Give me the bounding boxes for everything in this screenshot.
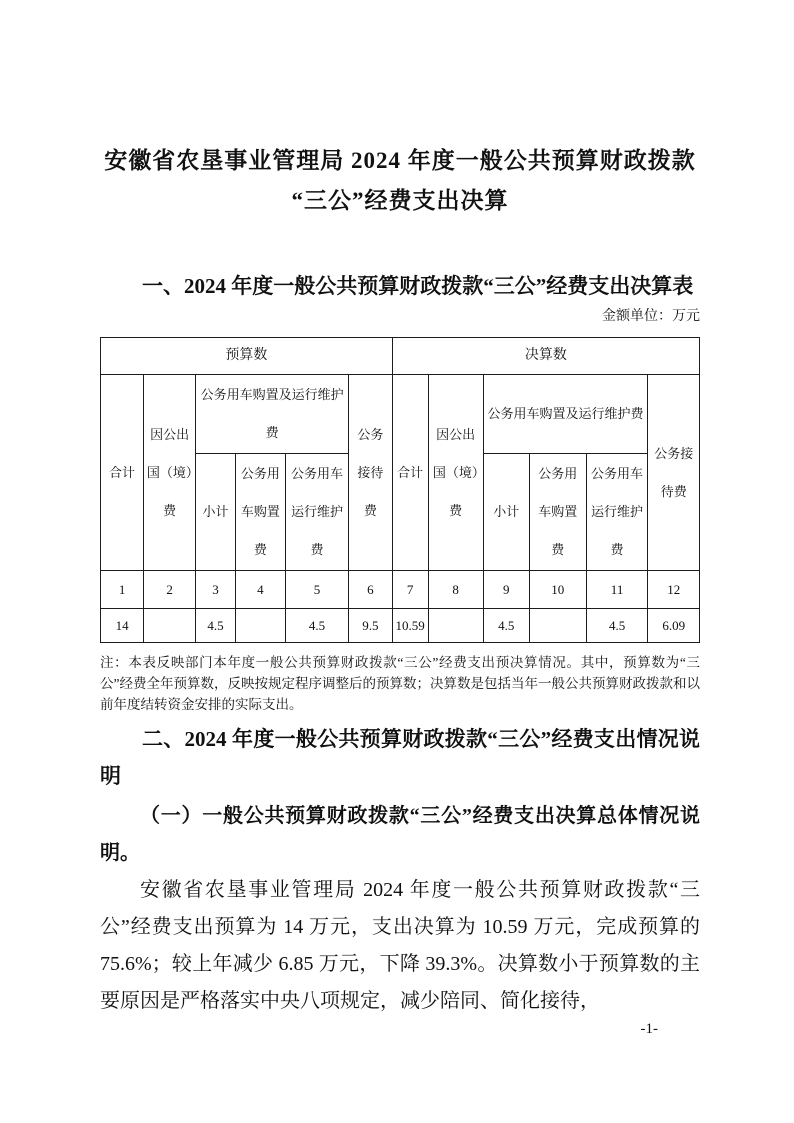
final-vehicle-group-header: 公务用车购置及运行维护费 xyxy=(483,375,648,454)
final-reception-header: 公务接待费 xyxy=(648,375,700,571)
column-number-cell: 1 xyxy=(101,571,144,609)
column-number-cell: 11 xyxy=(586,571,648,609)
column-number-cell: 8 xyxy=(428,571,483,609)
column-number-cell: 7 xyxy=(392,571,428,609)
value-cell-final-reception: 6.09 xyxy=(648,609,700,643)
budget-maintenance-header: 公务用车运行维护费 xyxy=(286,454,349,571)
value-cell-final-total: 10.59 xyxy=(392,609,428,643)
column-number-cell: 5 xyxy=(286,571,349,609)
value-cell-budget-reception: 9.5 xyxy=(348,609,392,643)
column-number-cell: 9 xyxy=(483,571,529,609)
sangong-expense-table xyxy=(100,337,700,643)
final-subtotal-header: 小计 xyxy=(483,454,529,571)
page-content xyxy=(100,0,700,1038)
section-2-heading: 二、2024 年度一般公共预算财政拨款“三公”经费支出情况说明 xyxy=(100,727,700,788)
budget-group-header: 预算数 xyxy=(101,338,393,375)
column-number-cell: 12 xyxy=(648,571,700,609)
value-cell-final-subtotal: 4.5 xyxy=(483,609,529,643)
value-cell-final-abroad xyxy=(428,609,483,643)
final-total-header: 合计 xyxy=(392,375,428,571)
budget-reception-header: 公务接待费 xyxy=(348,375,392,571)
budget-purchase-header: 公务用车购置费 xyxy=(235,454,285,571)
table-note: 注：本表反映部门本年度一般公共预算财政拨款“三公”经费支出预决算情况。其中，预算数为“三公”经费全年预算数，反映按规定程序调整后的预算数；决算数是包括当年一般公共预算财政拨款和以前年度结转资金安排的实际支出。 xyxy=(100,655,700,712)
value-cell-budget-maintenance: 4.5 xyxy=(286,609,349,643)
value-cell-budget-subtotal: 4.5 xyxy=(196,609,236,643)
budget-subtotal-header: 小计 xyxy=(196,454,236,571)
column-number-cell: 10 xyxy=(529,571,586,609)
final-maintenance-header: 公务用车运行维护费 xyxy=(586,454,648,571)
column-number-cell: 4 xyxy=(235,571,285,609)
document-title xyxy=(100,0,700,221)
document-title-line-1: 安徽省农垦事业管理局 2024 年度一般公共预算财政拨款 xyxy=(104,148,696,173)
value-cell-final-maintenance: 4.5 xyxy=(586,609,648,643)
amount-unit-label: 金额单位：万元 xyxy=(602,309,700,324)
column-number-cell: 2 xyxy=(144,571,196,609)
page-number: -1- xyxy=(640,1021,658,1037)
value-cell-budget-purchase xyxy=(235,609,285,643)
final-abroad-header: 因公出国（境）费 xyxy=(428,375,483,571)
column-number-cell: 3 xyxy=(196,571,236,609)
budget-total-header: 合计 xyxy=(101,375,144,571)
value-cell-final-purchase xyxy=(529,609,586,643)
section-1-heading: 一、2024 年度一般公共预算财政拨款“三公”经费支出决算表 xyxy=(142,274,694,298)
value-cell-budget-total: 14 xyxy=(101,609,144,643)
column-number-cell: 6 xyxy=(348,571,392,609)
budget-vehicle-group-header: 公务用车购置及运行维护费 xyxy=(196,375,349,454)
final-group-header: 决算数 xyxy=(392,338,699,375)
value-cell-budget-abroad xyxy=(144,609,196,643)
subsection-1-heading: （一）一般公共预算财政拨款“三公”经费支出决算总体情况说明。 xyxy=(100,805,700,864)
document-title-line-2: “三公”经费支出决算 xyxy=(291,188,509,213)
body-paragraph: 安徽省农垦事业管理局 2024 年度一般公共预算财政拨款“三公”经费支出预算为 14 万元，支出决算为 10.59 万元，完成预算的 75.6%；较上年减少 6.85 万元，下降 39.3%。决算数小于预算数的主要原因是严格落实中央八项规定，减少陪同、简化接待， xyxy=(100,879,700,1012)
final-purchase-header: 公务用车购置费 xyxy=(529,454,586,571)
budget-abroad-header: 因公出国（境）费 xyxy=(144,375,196,571)
